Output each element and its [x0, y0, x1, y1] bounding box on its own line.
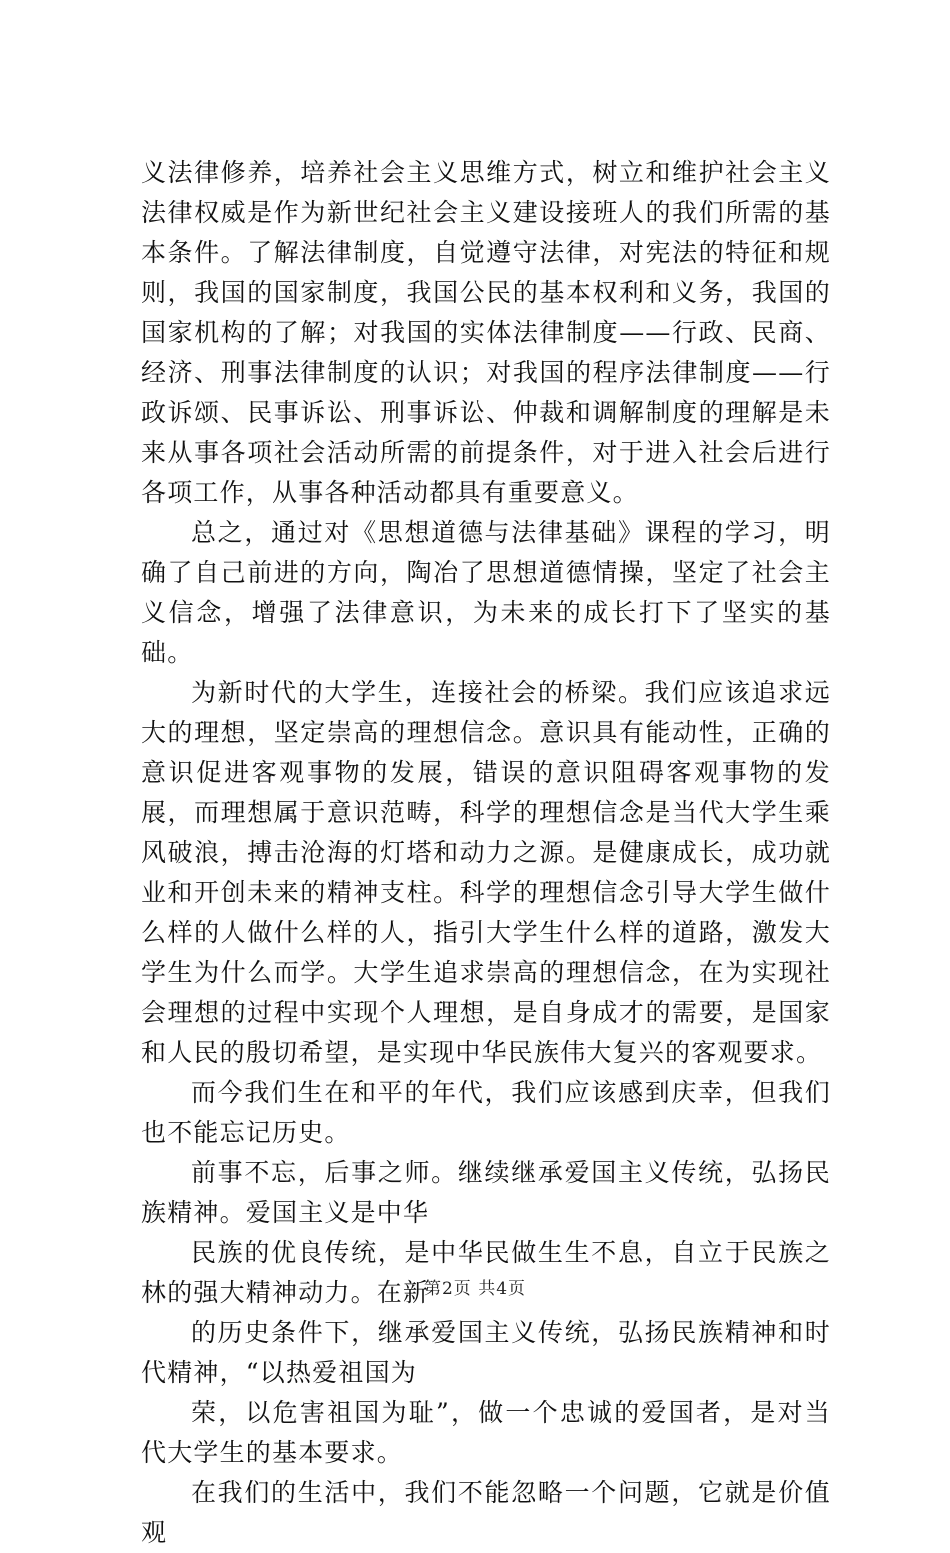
page-number-footer: 第2页 共4页 [423, 1279, 527, 1299]
paragraph-4: 而今我们生在和平的年代，我们应该感到庆幸，但我们也不能忘记历史。 [141, 1078, 831, 1147]
paragraph-8: 荣，以危害祖国为耻”，做一个忠诚的爱国者，是对当代大学生的基本要求。 [141, 1398, 831, 1467]
document-body [141, 153, 831, 1553]
paragraph-3: 为新时代的大学生，连接社会的桥梁。我们应该追求远大的理想，坚定崇高的理想信念。意识具有能动性，正确的意识促进客观事物的发展，错误的意识阻碍客观事物的发展，而理想属于意识范畴，科学的理想信念是当代大学生乘风破浪，搏击沧海的灯塔和动力之源。是健康成长，成功就业和开创未来的精神支柱。科学的理想信念引导大学生做什么样的人做什么样的人，指引大学生什么样的道路，激发大学生为什么而学。大学生追求崇高的理想信念，在为实现社会理想的过程中实现个人理想，是自身成才的需要，是国家和人民的殷切希望，是实现中华民族伟大复兴的客观要求。 [141, 678, 831, 1067]
paragraph-2: 总之，通过对《思想道德与法律基础》课程的学习，明确了自己前进的方向，陶冶了思想道德情操，坚定了社会主义信念，增强了法律意识，为未来的成长打下了坚实的基础。 [141, 518, 831, 667]
paragraph-6: 民族的优良传统，是中华民做生生不息，自立于民族之林的强大精神动力。在新 [141, 1238, 831, 1307]
paragraph-7: 的历史条件下，继承爱国主义传统，弘扬民族精神和时代精神，“以热爱祖国为 [141, 1318, 831, 1387]
paragraph-5: 前事不忘，后事之师。继续继承爱国主义传统，弘扬民族精神。爱国主义是中华 [141, 1158, 831, 1227]
paragraph-9: 在我们的生活中，我们不能忽略一个问题，它就是价值观 [141, 1478, 831, 1547]
paragraph-1: 义法律修养，培养社会主义思维方式，树立和维护社会主义法律权威是作为新世纪社会主义建设接班人的我们所需的基本条件。了解法律制度，自觉遵守法律，对宪法的特征和规则，我国的国家制度，我国公民的基本权利和义务，我国的国家机构的了解；对我国的实体法律制度——行政、民商、经济、刑事法律制度的认识；对我国的程序法律制度——行政诉颂、民事诉讼、刑事诉讼、仲裁和调解制度的理解是未来从事各项社会活动所需的前提条件，对于进入社会后进行各项工作，从事各种活动都具有重要意义。 [141, 158, 831, 507]
